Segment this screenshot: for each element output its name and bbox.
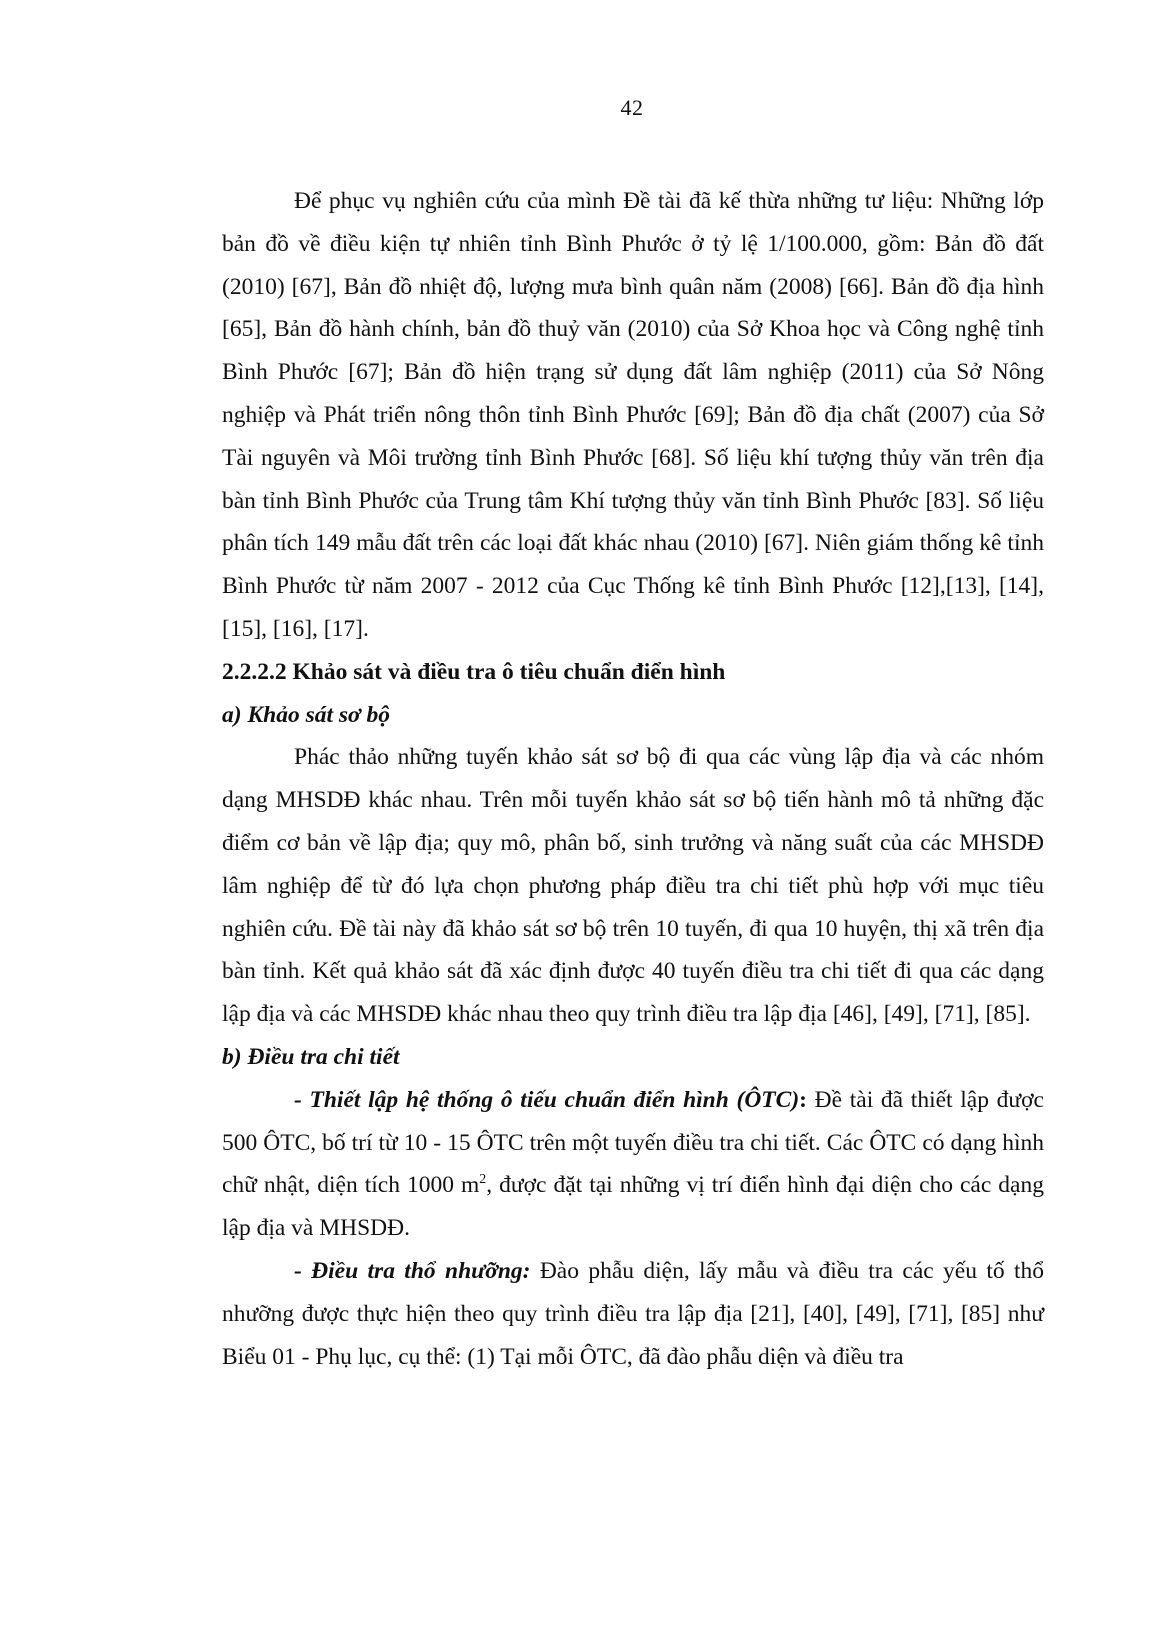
sample-plots-text-1: Đề tài đã thiết lập được 500 ÔTC, bố trí từ 10 - 15 ÔTC trên một tuyến điều tra chi tiết. Các ÔTC có dạng hình chữ nhật, diện tích 1000 m bbox=[222, 1086, 1044, 1199]
sample-plots-lead: - Thiết lập hệ thống ô tiếu chuẩn điển hình (ÔTC) bbox=[294, 1086, 800, 1113]
sample-plots-text-2: , được đặt tại những vị trí điển hình đại diện cho các dạng lập địa và MHSDĐ. bbox=[222, 1172, 1044, 1242]
superscript-2: 2 bbox=[479, 1172, 487, 1188]
soil-survey-lead: - Điều tra thổ nhưỡng: bbox=[294, 1257, 531, 1284]
paragraph-soil-survey bbox=[222, 1250, 1044, 1378]
subheading-detailed-survey: b) Điều tra chi tiết bbox=[222, 1043, 400, 1070]
soil-survey-text: Đào phẫu diện, lấy mẫu và điều tra các yếu tố thổ nhưỡng được thực hiện theo quy trình điều tra lập địa [21], [40], [49], [71], [85] như Biểu 01 - Phụ lục, cụ thể: (1) Tại mỗi ÔTC, đã đào phẫu diện và điều tra bbox=[222, 1257, 1044, 1370]
paragraph-sample-plots bbox=[222, 1079, 1044, 1250]
paragraph-preliminary-survey: Phác thảo những tuyến khảo sát sơ bộ đi qua các vùng lập địa và các nhóm dạng MHSDĐ khác nhau. Trên mỗi tuyến khảo sát sơ bộ tiến hành mô tả những đặc điểm cơ bản về lập địa; quy mô, phân bố, sinh trưởng và năng suất của các MHSDĐ lâm nghiệp để từ đó lựa chọn phương pháp điều tra chi tiết phù hợp với mục tiêu nghiên cứu. Đề tài này đã khảo sát sơ bộ trên 10 tuyến, đi qua 10 huyện, thị xã trên địa bàn tỉnh. Kết quả khảo sát đã xác định được 40 tuyến điều tra chi tiết đi qua các dạng lập địa và các MHSDĐ khác nhau theo quy trình điều tra lập địa [46], [49], [71], [85]. bbox=[222, 744, 1044, 1028]
subheading-preliminary-survey: a) Khảo sát sơ bộ bbox=[222, 701, 390, 728]
section-heading: 2.2.2.2 Khảo sát và điều tra ô tiêu chuẩn điển hình bbox=[222, 658, 726, 685]
page-number: 42 bbox=[620, 95, 644, 120]
paragraph-data-sources: Để phục vụ nghiên cứu của mình Đề tài đã kế thừa những tư liệu: Những lớp bản đồ về điều kiện tự nhiên tỉnh Bình Phước ở tỷ lệ 1/100.000, gồm: Bản đồ đất (2010) [67], Bản đồ nhiệt độ, lượng mưa bình quân năm (2008) [66]. Bản đồ địa hình [65], Bản đồ hành chính, bản đồ thuỷ văn (2010) của Sở Khoa học và Công nghệ tỉnh Bình Phước [67]; Bản đồ hiện trạng sử dụng đất lâm nghiệp (2011) của Sở Nông nghiệp và Phát triển nông thôn tỉnh Bình Phước [69]; Bản đồ địa chất (2007) của Sở Tài nguyên và Môi trường tỉnh Bình Phước [68]. Số liệu khí tượng thủy văn trên địa bàn tỉnh Bình Phước của Trung tâm Khí tượng thủy văn tỉnh Bình Phước [83]. Số liệu phân tích 149 mẫu đất trên các loại đất khác nhau (2010) [67]. Niên giám thống kê tỉnh Bình Phước từ năm 2007 - 2012 của Cục Thống kê tỉnh Bình Phước [12],[13], [14], [15], [16], [17]. bbox=[222, 188, 1044, 642]
sample-plots-colon: : bbox=[799, 1086, 807, 1113]
document-body bbox=[222, 180, 1044, 1378]
